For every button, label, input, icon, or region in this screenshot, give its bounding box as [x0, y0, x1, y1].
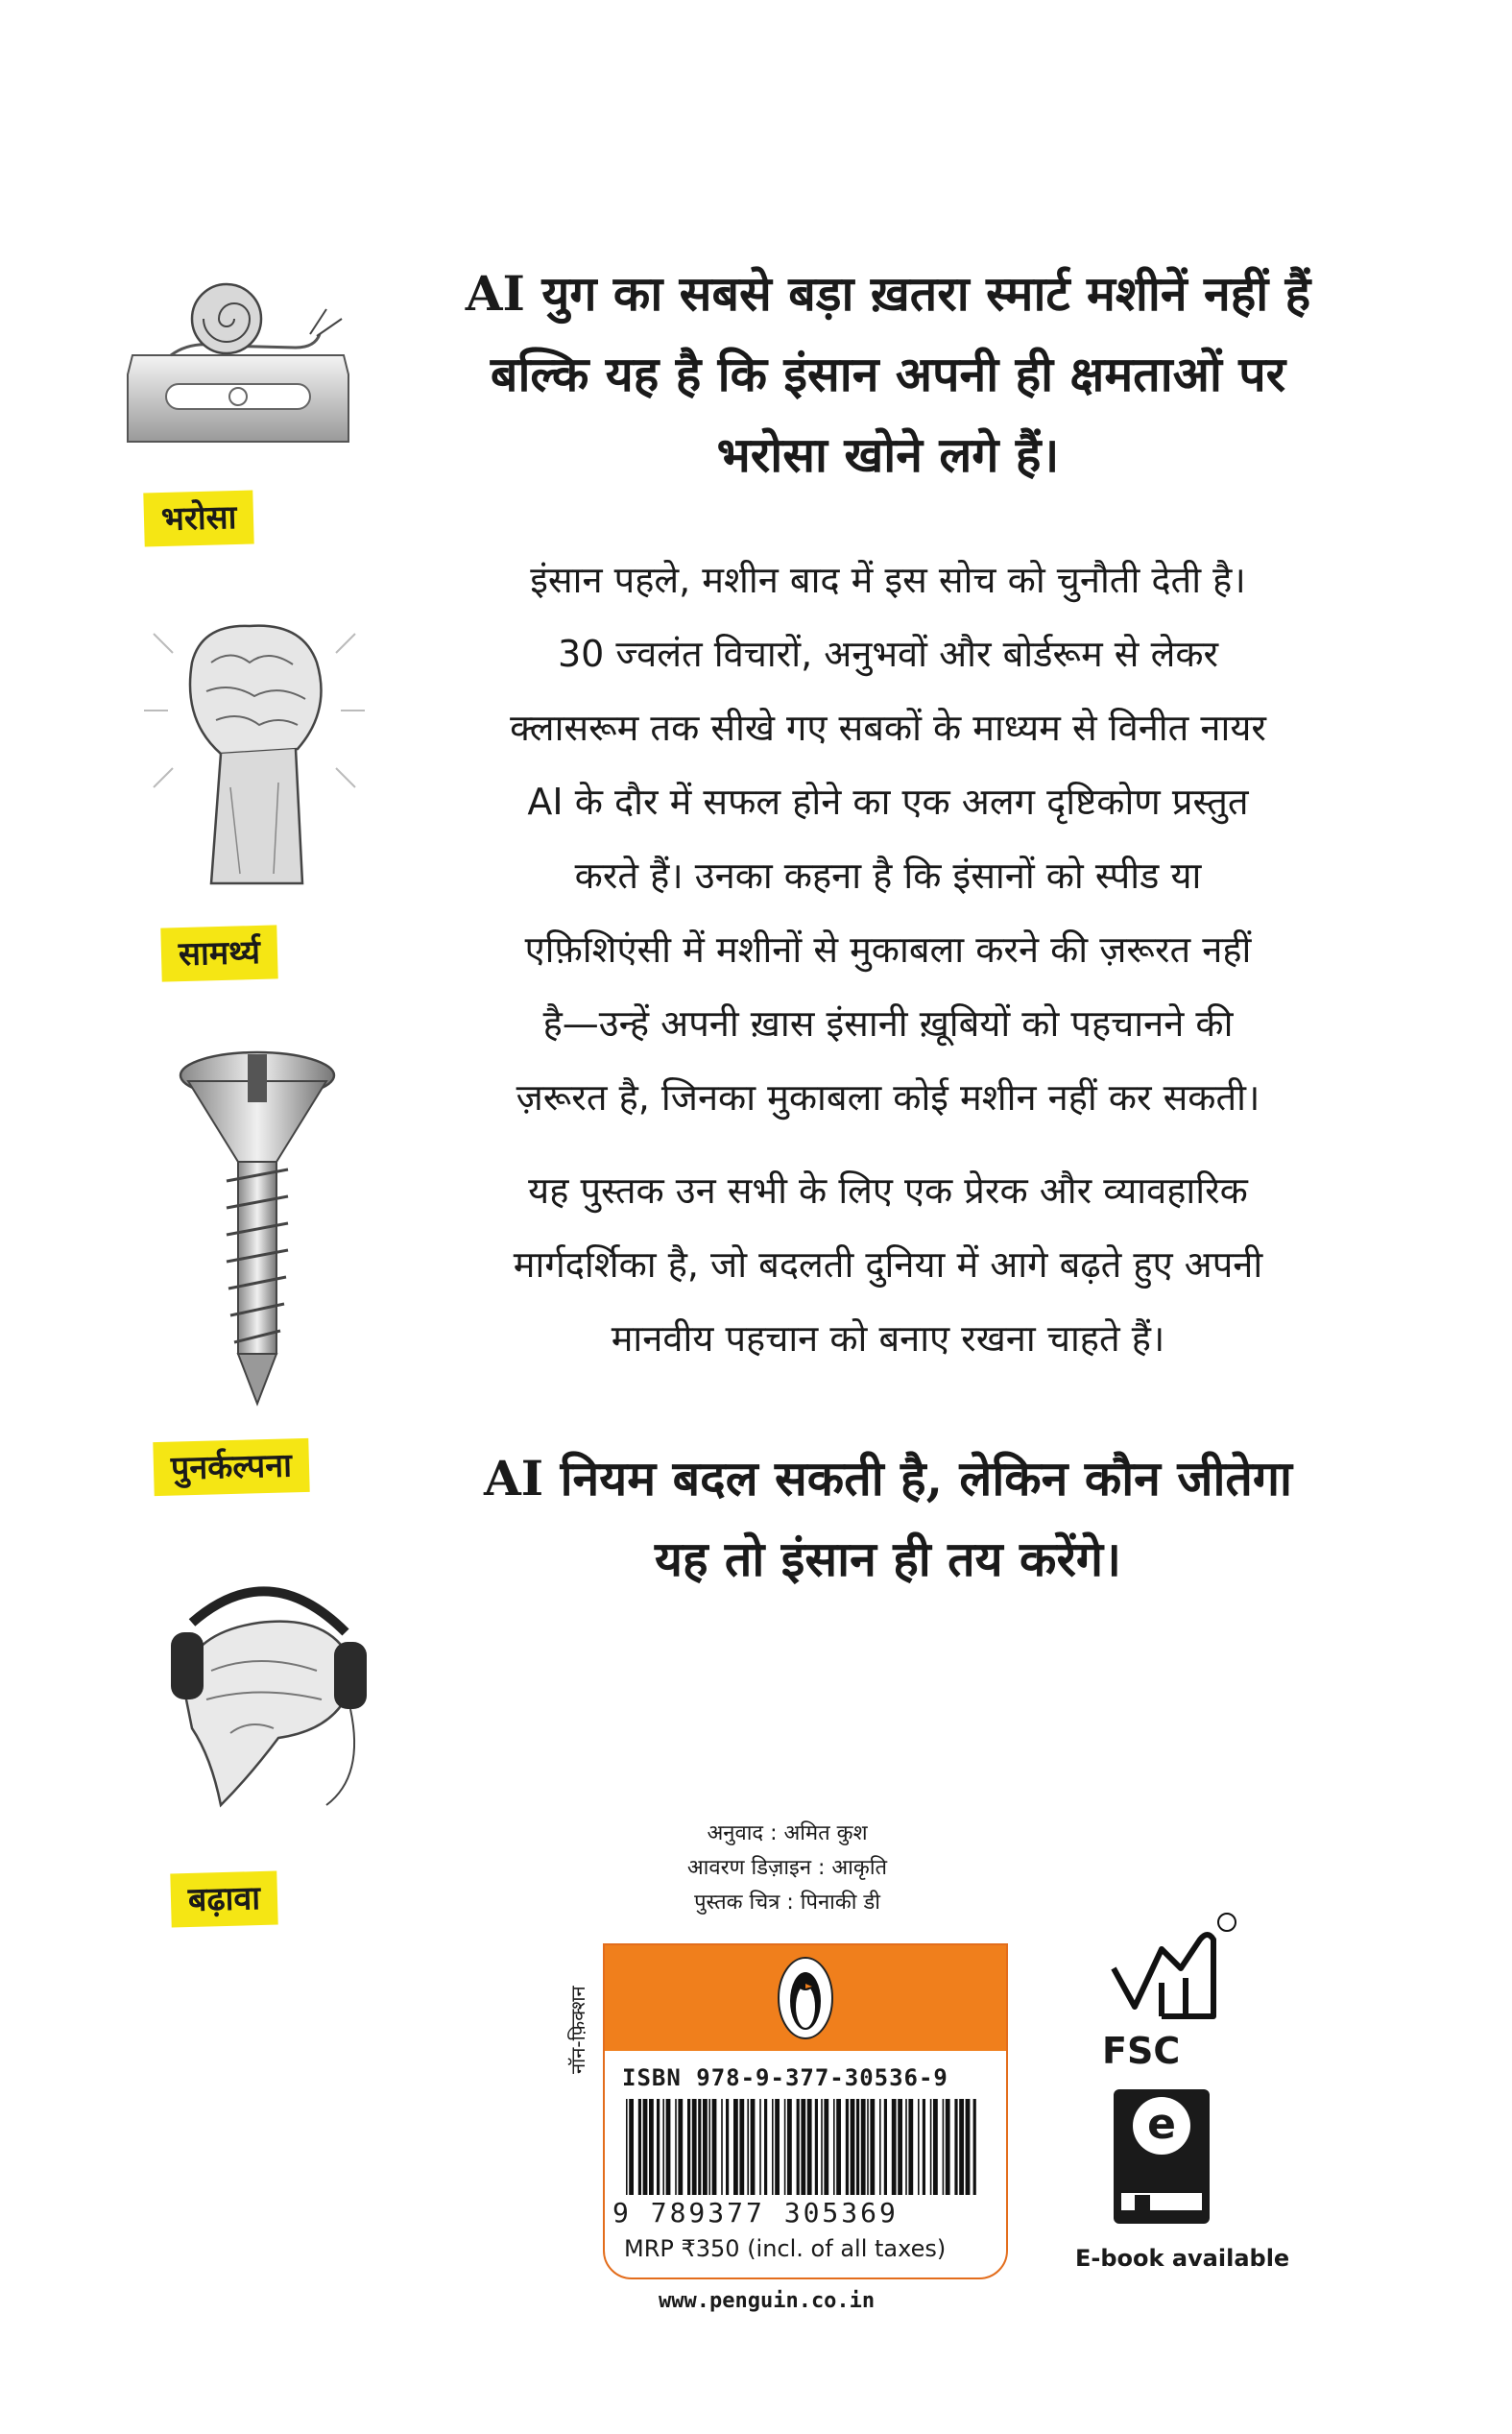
barcode — [626, 2099, 981, 2195]
blurb-paragraph-2 — [403, 1154, 1373, 1376]
barcode-bar — [923, 2099, 925, 2195]
barcode-bar — [870, 2099, 875, 2195]
ebook-icon — [1114, 2089, 1210, 2224]
barcode-bar — [772, 2099, 774, 2195]
barcode-bar — [824, 2099, 828, 2195]
blurb-line: 30 ज्वलंत विचारों, अनुभवों और बोर्डरूम से लेकर — [557, 633, 1219, 675]
barcode-bar — [879, 2099, 881, 2195]
credit-illustrations: पुस्तक चित्र : पिनाकी डी — [694, 1891, 880, 1915]
blurb-line: ज़रूरत है, जिनका मुकाबला कोई मशीन नहीं कर सकती। — [516, 1076, 1260, 1119]
blurb-line: मानवीय पहचान को बनाए रखना चाहते हैं। — [611, 1317, 1165, 1360]
isbn-text: ISBN 978-9-377-30536-9 — [622, 2064, 948, 2091]
barcode-bar — [851, 2099, 855, 2195]
tag-reimagine: पुनर्कल्पना — [153, 1438, 309, 1496]
barcode-bar — [675, 2099, 677, 2195]
barcode-bar — [892, 2099, 897, 2195]
blurb-line: AI के दौर में सफल होने का एक अलग दृष्टिकोण प्रस्तुत — [527, 781, 1249, 823]
barcode-bar — [626, 2099, 628, 2195]
barcode-bar — [787, 2099, 792, 2195]
ebook-pages — [1121, 2193, 1202, 2210]
barcode-bar — [643, 2099, 648, 2195]
barcode-bar — [662, 2099, 664, 2195]
ebook-label: E-book available — [1075, 2245, 1290, 2272]
ebook-letter: e — [1133, 2097, 1190, 2155]
barcode-bar — [833, 2099, 835, 2195]
tag-boost: बढ़ावा — [170, 1871, 278, 1928]
barcode-bar — [687, 2099, 690, 2195]
blurb-line: इंसान पहले, मशीन बाद में इस सोच को चुनौती देती है। — [530, 559, 1246, 601]
barcode-bar — [807, 2099, 812, 2195]
barcode-bar — [966, 2099, 971, 2195]
barcode-bar — [721, 2099, 723, 2195]
barcode-bar — [954, 2099, 957, 2195]
fsc-label: FSC — [1102, 2030, 1181, 2072]
barcode-bar — [733, 2099, 738, 2195]
barcode-bar — [784, 2099, 786, 2195]
barcode-bar — [898, 2099, 902, 2195]
barcode-bar — [708, 2099, 710, 2195]
barcode-bar — [821, 2099, 823, 2195]
barcode-bar — [649, 2099, 654, 2195]
blurb-line: करते हैं। उनका कहना है कि इंसानों को स्पीड या — [574, 855, 1202, 897]
barcode-bar — [856, 2099, 859, 2195]
blurb-line: है—उन्हें अपनी ख़ास इंसानी ख़ूबियों को पहचानने की — [542, 1002, 1234, 1045]
credits — [634, 1817, 941, 1920]
barcode-bar — [884, 2099, 887, 2195]
fsc-tree-icon — [1094, 1911, 1238, 2036]
blurb-line: एफ़िशिएंसी में मशीनों से मुकाबला करने की ज़रूरत नहीं — [524, 928, 1252, 971]
tag-trust: भरोसा — [143, 491, 254, 547]
closing-statement — [403, 1438, 1373, 1600]
barcode-box — [603, 1943, 1008, 2279]
barcode-bar — [861, 2099, 866, 2195]
barcode-bar — [751, 2099, 756, 2195]
barcode-bar — [933, 2099, 938, 2195]
barcode-bar — [930, 2099, 932, 2195]
barcode-bar — [678, 2099, 683, 2195]
website-url[interactable]: www.penguin.co.in — [659, 2289, 876, 2313]
barcode-bar — [801, 2099, 805, 2195]
barcode-bar — [657, 2099, 660, 2195]
barcode-bar — [946, 2099, 950, 2195]
brain-fist-icon — [134, 595, 374, 903]
blurb-line: यह पुस्तक उन सभी के लिए एक प्रेरक और व्यावहारिक — [528, 1169, 1248, 1212]
barcode-bar — [698, 2099, 701, 2195]
snail-on-razor-icon — [113, 259, 363, 470]
barcode-bar — [666, 2099, 671, 2195]
barcode-bar — [638, 2099, 641, 2195]
barcode-bar — [973, 2099, 976, 2195]
penguin-band — [605, 1945, 1006, 2051]
screw-icon — [171, 1047, 344, 1411]
ebook-bookmark — [1135, 2195, 1150, 2224]
tag-strength: सामर्थ्य — [160, 925, 277, 981]
barcode-bar — [797, 2099, 800, 2195]
blurb — [403, 543, 1373, 1135]
barcode-bar — [726, 2099, 729, 2195]
barcode-bar — [759, 2099, 761, 2195]
barcode-bar — [747, 2099, 749, 2195]
blurb-line: क्लासरूम तक सीखे गए सबकों के माध्यम से विनीत नायर — [510, 707, 1266, 749]
barcode-bar — [867, 2099, 869, 2195]
barcode-bar — [775, 2099, 780, 2195]
headline-line: भरोसा खोने लगे हैं। — [716, 426, 1060, 483]
barcode-bar — [692, 2099, 697, 2195]
barcode-bar — [836, 2099, 841, 2195]
barcode-bar — [739, 2099, 744, 2195]
barcode-bar — [959, 2099, 964, 2195]
closing-line: AI नियम बदल सकती है, लेकिन कौन जीतेगा — [484, 1450, 1292, 1506]
credit-cover: आवरण डिज़ाइन : आकृति — [686, 1856, 888, 1880]
barcode-bar — [846, 2099, 849, 2195]
barcode-bar — [905, 2099, 907, 2195]
barcode-bar — [764, 2099, 767, 2195]
barcode-bar — [712, 2099, 717, 2195]
credit-translation: अनुवाद : अमित कुश — [707, 1821, 868, 1845]
closing-line: यह तो इंसान ही तय करेंगे। — [654, 1530, 1122, 1587]
barcode-digits: 9 789377 305369 — [612, 2197, 899, 2229]
barcode-bar — [908, 2099, 913, 2195]
barcode-bar — [943, 2099, 945, 2195]
barcode-bar — [918, 2099, 920, 2195]
blurb-line: मार्गदर्शिका है, जो बदलती दुनिया में आगे बढ़ते हुए अपनी — [513, 1243, 1263, 1286]
headline-line: AI युग का सबसे बड़ा ख़तरा स्मार्ट मशीनें नहीं हैं — [465, 265, 1311, 322]
conch-headphones-icon — [154, 1565, 384, 1815]
headline-line: बल्कि यह है कि इंसान अपनी ही क्षमताओं पर — [490, 346, 1286, 402]
headline — [403, 253, 1373, 495]
penguin-logo-icon — [778, 1957, 833, 2039]
barcode-bar — [815, 2099, 818, 2195]
barcode-bar — [629, 2099, 634, 2195]
barcode-bar — [703, 2099, 708, 2195]
category-label: नॉन-फ़िक्शन — [566, 1986, 589, 2074]
mrp-text: MRP ₹350 (incl. of all taxes) — [624, 2235, 947, 2262]
